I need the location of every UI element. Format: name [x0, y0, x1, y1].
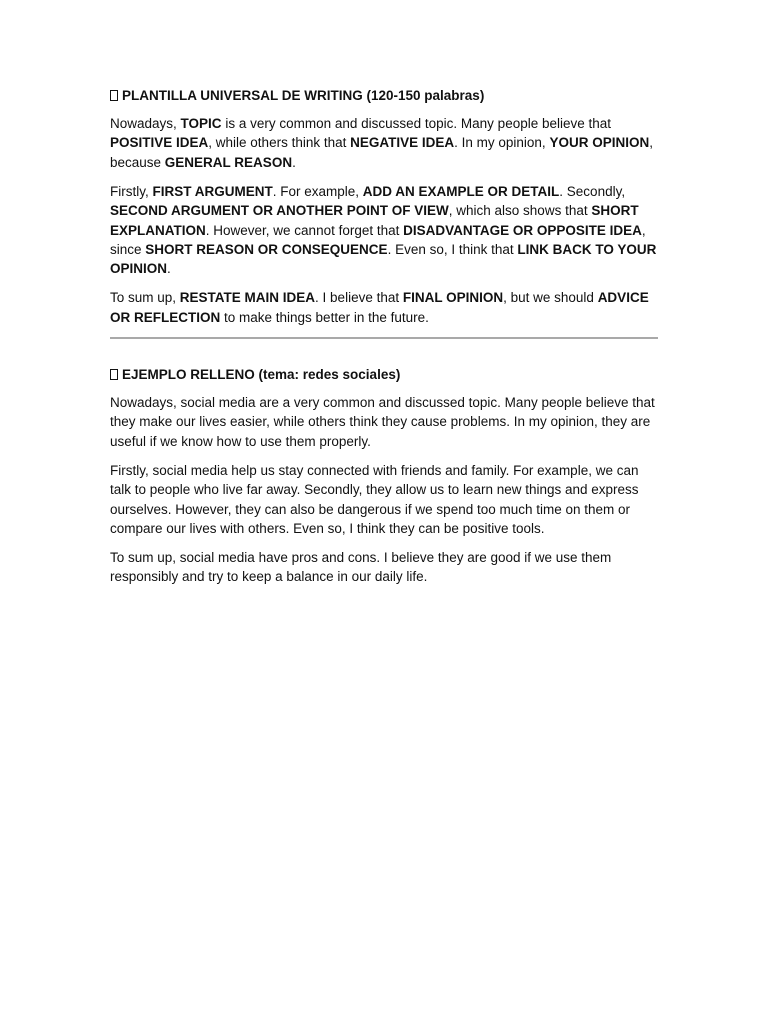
placeholder-phrase: NEGATIVE IDEA: [350, 135, 455, 151]
template-section: [110, 86, 658, 327]
text-run: to make things better in the future.: [220, 309, 429, 325]
text-run: .: [292, 154, 296, 170]
placeholder-phrase: SECOND ARGUMENT OR ANOTHER POINT OF VIEW: [110, 203, 449, 219]
text-run: , since: [110, 222, 646, 257]
document-page: [110, 86, 658, 596]
text-run: . In my opinion,: [454, 135, 550, 151]
placeholder-phrase: POSITIVE IDEA: [110, 135, 209, 151]
placeholder-phrase: DISADVANTAGE OR OPPOSITE IDEA: [403, 222, 642, 238]
template-heading-text: PLANTILLA UNIVERSAL DE WRITING (120-150 palabras): [122, 88, 485, 103]
text-run: , while others think that: [208, 135, 351, 151]
placeholder-phrase: RESTATE MAIN IDEA: [179, 290, 316, 306]
text-run: Firstly,: [110, 183, 153, 199]
placeholder-phrase: FINAL OPINION: [402, 290, 504, 306]
placeholder-phrase: ADVICE OR REFLECTION: [110, 290, 649, 325]
placeholder-phrase: LINK BACK TO YOUR OPINION: [110, 241, 657, 277]
section-divider: [110, 337, 658, 339]
example-paragraph-2: [110, 461, 658, 539]
text-run: . However, we cannot forget that: [205, 222, 404, 238]
placeholder-phrase: GENERAL REASON: [164, 154, 293, 170]
text-run: . Even so, I think that: [387, 241, 518, 257]
template-heading: [110, 86, 658, 105]
text-run: is a very common and discussed topic. Many people believe that: [221, 116, 612, 131]
template-paragraph-2: [110, 182, 658, 279]
text-run: Nowadays, social media are a very common and discussed topic. Many people believe that they make our lives easier, while others think they cause problems. In my opinion, they are useful if we know how to use them properly.: [110, 395, 655, 449]
text-run: . I believe that: [315, 290, 403, 306]
placeholder-phrase: FIRST ARGUMENT: [152, 183, 273, 199]
text-run: To sum up, social media have pros and cons. I believe they are good if we use them responsibly and try to keep a balance in our daily life.: [110, 549, 612, 585]
missing-glyph-icon: [110, 369, 118, 380]
text-run: , which also shows that: [448, 203, 592, 219]
text-run: , because: [110, 135, 653, 170]
example-heading-text: EJEMPLO RELLENO (tema: redes sociales): [122, 367, 401, 383]
text-run: , but we should: [503, 290, 598, 306]
placeholder-phrase: YOUR OPINION: [549, 135, 650, 151]
text-run: . For example,: [272, 183, 363, 199]
template-paragraph-3: [110, 288, 658, 327]
text-run: To sum up,: [110, 290, 180, 306]
text-run: . Secondly,: [559, 183, 626, 199]
text-run: Firstly, social media help us stay connected with friends and family. For example, we can talk to people who live far away. Secondly, they allow us to learn new things and express ourselves. However, they can also be dangerous if we spend too much time on them or compare our lives with others. Even so, I think they can be positive tools.: [110, 462, 639, 536]
text-run: .: [167, 261, 171, 277]
template-paragraph-1: [110, 114, 658, 172]
placeholder-phrase: TOPIC: [180, 116, 222, 131]
text-run: Nowadays,: [110, 116, 181, 131]
example-paragraph-3: [110, 548, 658, 587]
example-section: [110, 365, 658, 587]
placeholder-phrase: ADD AN EXAMPLE OR DETAIL: [362, 183, 560, 199]
placeholder-phrase: SHORT EXPLANATION: [110, 203, 639, 238]
placeholder-phrase: SHORT REASON OR CONSEQUENCE: [145, 241, 388, 257]
missing-glyph-icon: [110, 90, 118, 101]
example-heading: [110, 365, 658, 384]
example-paragraph-1: [110, 393, 658, 451]
